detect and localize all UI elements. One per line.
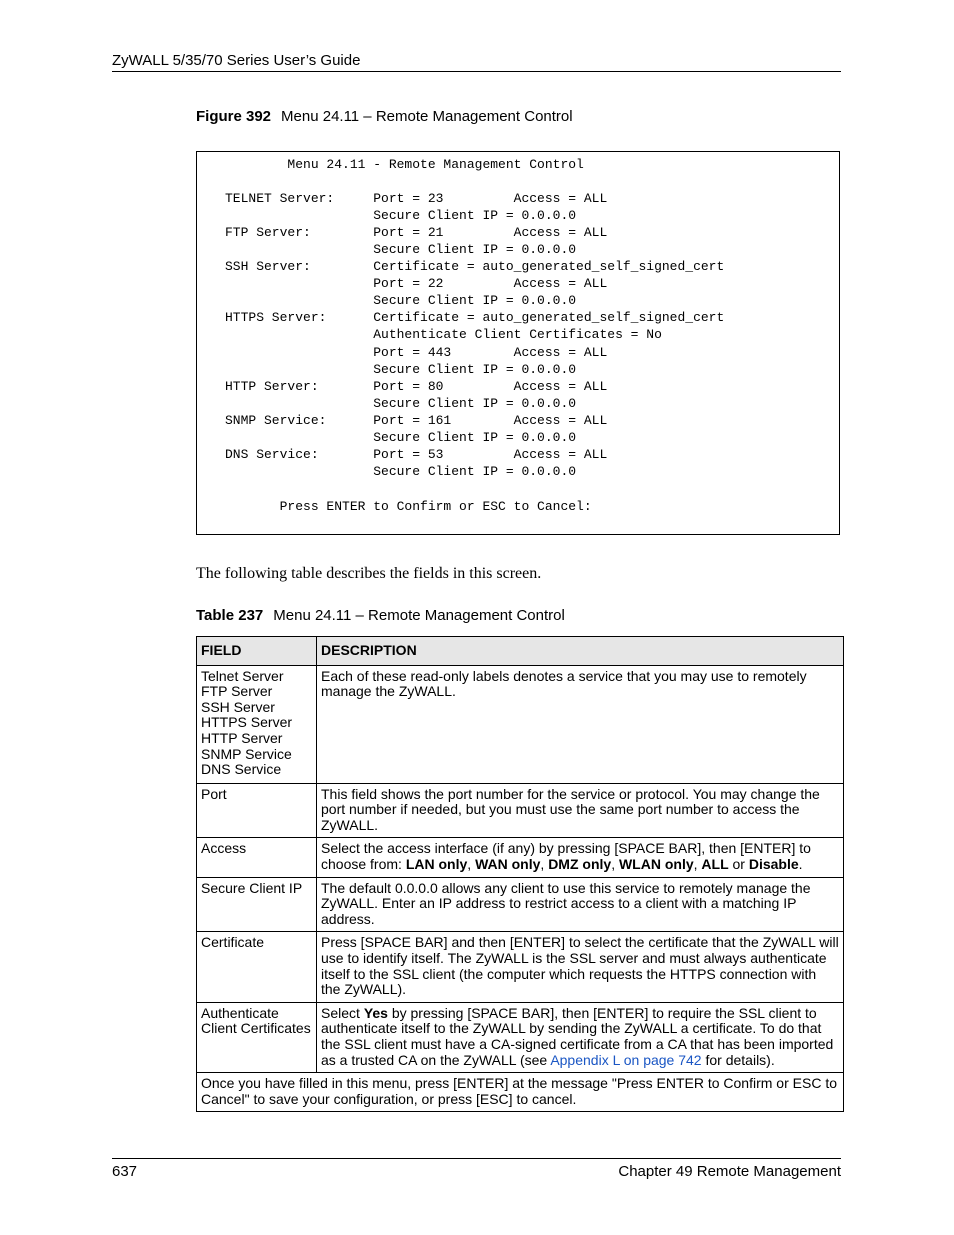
- terminal-line: Secure Client IP = 0.0.0.0: [225, 208, 577, 223]
- option-wan-only: WAN only: [475, 855, 541, 872]
- description-text: Select the access interface (if any) by pressing [SPACE BAR], then [ENTER] to choose from:: [321, 840, 811, 872]
- table-row: [197, 932, 844, 1002]
- field-label: Authenticate: [201, 1004, 279, 1021]
- field-cell: Access: [197, 838, 317, 877]
- page-number: 637: [112, 1163, 138, 1180]
- terminal-line: Press ENTER to Confirm or ESC to Cancel:: [225, 499, 592, 514]
- table-label: Table 237: [196, 607, 264, 624]
- service-label: HTTPS Server: [201, 714, 293, 731]
- service-label: HTTP Server: [201, 729, 283, 746]
- description-cell: [317, 838, 844, 877]
- page-header: [112, 51, 841, 72]
- option-lan-only: LAN only: [405, 855, 468, 872]
- terminal-line: FTP Server: Port = 21 Access = ALL: [225, 225, 608, 240]
- option-all: ALL: [701, 855, 729, 872]
- figure-caption: [196, 108, 573, 125]
- table-row: [197, 877, 844, 932]
- terminal-line: Secure Client IP = 0.0.0.0: [225, 293, 577, 308]
- page-footer: [112, 1158, 841, 1183]
- description-text: for details).: [701, 1051, 775, 1068]
- separator: .: [798, 855, 803, 872]
- option-wlan-only: WLAN only: [618, 855, 694, 872]
- terminal-line: DNS Service: Port = 53 Access = ALL: [225, 447, 608, 462]
- terminal-line: HTTPS Server: Certificate = auto_generated_self_signed_cert: [225, 310, 725, 325]
- table-title: Menu 24.11 – Remote Management Control: [273, 607, 565, 624]
- field-cell: [197, 665, 317, 783]
- option-yes: Yes: [363, 1004, 388, 1021]
- service-label: Telnet Server: [201, 667, 284, 684]
- description-text: Select: [321, 1004, 364, 1021]
- terminal-line: Menu 24.11 - Remote Management Control: [225, 157, 584, 172]
- table-caption: [196, 607, 565, 624]
- table-row: [197, 838, 844, 877]
- field-cell: Secure Client IP: [197, 877, 317, 932]
- service-label: DNS Service: [201, 761, 282, 778]
- terminal-line: TELNET Server: Port = 23 Access = ALL: [225, 191, 608, 206]
- service-label: SNMP Service: [201, 745, 292, 762]
- description-text: by pressing [SPACE BAR], then [ENTER] to require the SSL client to authenticate itself to the ZyWALL by sending the ZyWALL a certificate. To do that the SSL client must have a CA-signed certificate from a CA that has been imported as a trusted CA on the ZyWALL (see: [321, 1004, 834, 1068]
- description-cell: Press [SPACE BAR] and then [ENTER] to select the certificate that the ZyWALL will use to identify itself. The ZyWALL is the SSL server and must always authenticate itself to the SSL client (the computer which requests the HTTPS connection with the ZyWALL).: [317, 932, 844, 1002]
- field-cell: Port: [197, 783, 317, 838]
- field-cell: Certificate: [197, 932, 317, 1002]
- service-label: SSH Server: [201, 698, 275, 715]
- service-label: FTP Server: [201, 683, 273, 700]
- separator: or: [728, 855, 749, 872]
- description-cell: The default 0.0.0.0 allows any client to use this service to remotely manage the ZyWALL. Enter an IP address to restrict access to a client with a matching IP address.: [317, 877, 844, 932]
- option-disable: Disable: [748, 855, 799, 872]
- table-header-row: [197, 637, 844, 666]
- description-cell: This field shows the port number for the service or protocol. You may change the port number if needed, but you must use the same port number to access the ZyWALL.: [317, 783, 844, 838]
- separator: ,: [611, 855, 619, 872]
- intro-text: The following table describes the fields in this screen.: [196, 565, 542, 582]
- column-header-field: FIELD: [197, 637, 317, 666]
- terminal-line: HTTP Server: Port = 80 Access = ALL: [225, 379, 608, 394]
- description-cell: Each of these read-only labels denotes a service that you may use to remotely manage the ZyWALL.: [317, 665, 844, 783]
- table-row: [197, 783, 844, 838]
- terminal-line: Secure Client IP = 0.0.0.0: [225, 396, 577, 411]
- figure-label: Figure 392: [196, 108, 272, 125]
- table-row: [197, 665, 844, 783]
- terminal-line: SSH Server: Certificate = auto_generated_self_signed_cert: [225, 259, 725, 274]
- terminal-line: Secure Client IP = 0.0.0.0: [225, 362, 577, 377]
- field-description-table: [196, 636, 844, 1112]
- separator: ,: [540, 855, 549, 872]
- option-dmz-only: DMZ only: [548, 855, 612, 872]
- terminal-line: Secure Client IP = 0.0.0.0: [225, 242, 577, 257]
- separator: ,: [693, 855, 702, 872]
- table-row: [197, 1002, 844, 1072]
- footer-note-cell: Once you have filled in this menu, press [ENTER] at the message "Press ENTER to Confirm or ESC to Cancel" to save your configuration, or press [ESC] to cancel.: [197, 1073, 844, 1112]
- appendix-link[interactable]: Appendix L on page 742: [550, 1051, 702, 1068]
- field-cell: [197, 1002, 317, 1072]
- terminal-line: Secure Client IP = 0.0.0.0: [225, 430, 577, 445]
- terminal-line: SNMP Service: Port = 161 Access = ALL: [225, 413, 608, 428]
- terminal-screen: [196, 151, 840, 535]
- guide-title: ZyWALL 5/35/70 Series User’s Guide: [112, 52, 361, 69]
- separator: ,: [467, 855, 476, 872]
- terminal-line: Secure Client IP = 0.0.0.0: [225, 464, 577, 479]
- chapter-title: Chapter 49 Remote Management: [618, 1163, 841, 1180]
- terminal-line: Port = 443 Access = ALL: [225, 345, 608, 360]
- table-row: [197, 1073, 844, 1112]
- terminal-line: Port = 22 Access = ALL: [225, 276, 608, 291]
- description-cell: [317, 1002, 844, 1072]
- field-label: Client Certificates: [201, 1020, 311, 1037]
- terminal-line: Authenticate Client Certificates = No: [225, 327, 662, 342]
- figure-title: Menu 24.11 – Remote Management Control: [281, 108, 573, 125]
- column-header-description: DESCRIPTION: [317, 637, 844, 666]
